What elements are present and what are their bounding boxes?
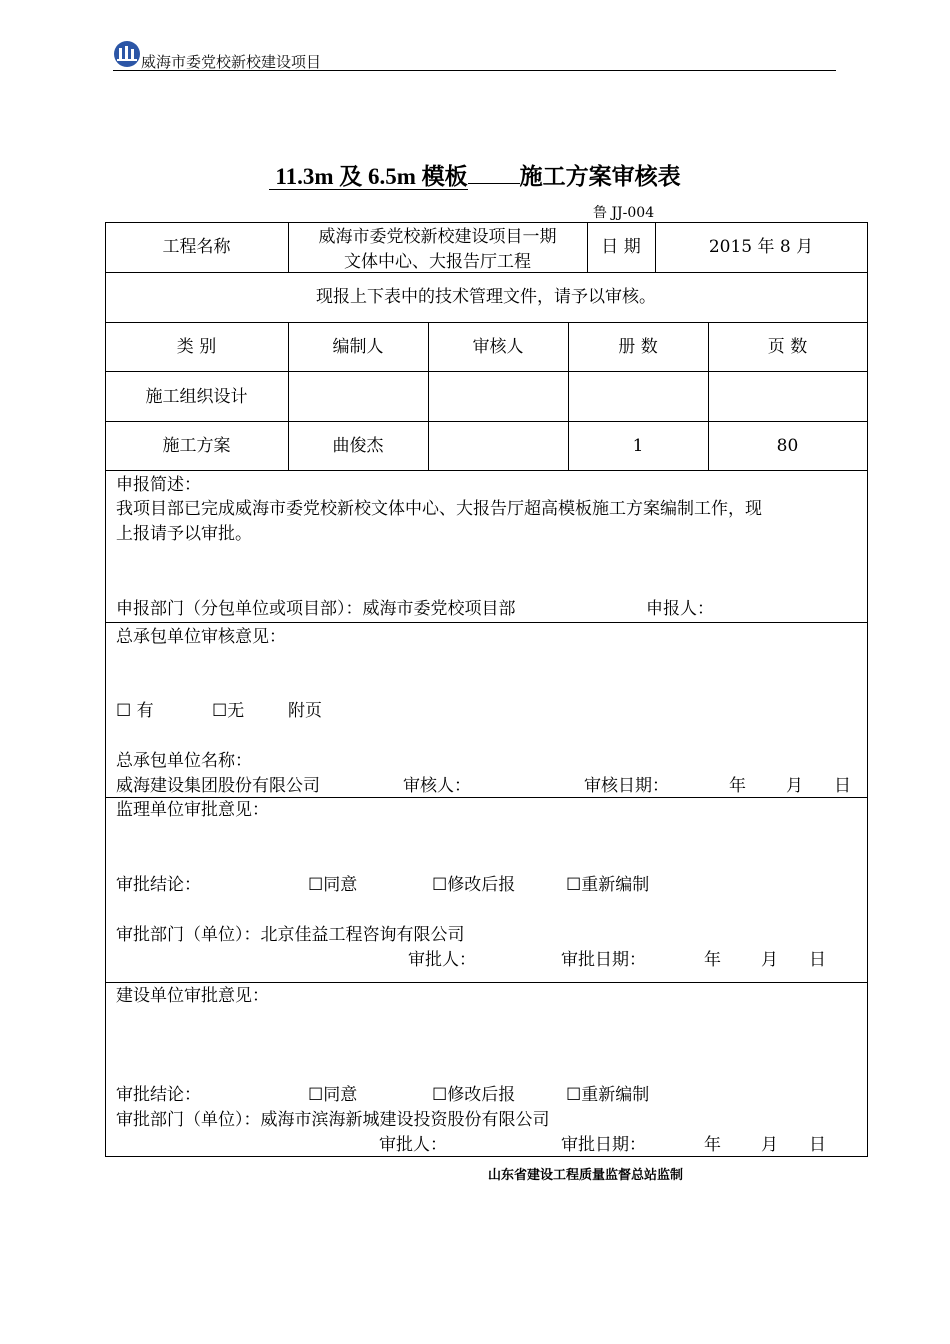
owner-year: 年	[704, 1135, 721, 1155]
contractor-option-no[interactable]: ☐无	[212, 701, 245, 721]
table-cell-category: 施工方案	[162, 436, 231, 456]
contractor-label: 总承包单位审核意见：	[116, 627, 286, 647]
submission-dept: 申报部门（分包单位或项目部）：威海市委党校项目部	[116, 599, 516, 619]
title-part2: 施工方案审核表	[519, 164, 681, 190]
owner-day: 日	[809, 1135, 826, 1155]
table-cell-category: 施工组织设计	[145, 387, 248, 407]
contractor-name: 威海建设集团股份有限公司	[116, 776, 320, 796]
form-code: 鲁 JJ-004	[593, 205, 655, 221]
col-header-author: 编制人	[332, 337, 384, 357]
project-logo	[113, 40, 141, 68]
submission-text-line2: 上报请予以审批。	[116, 524, 252, 544]
col-header-reviewer: 审核人	[472, 337, 524, 357]
supervisor-conclusion: 审批结论：	[116, 875, 201, 895]
title-part1: 11.3m 及 6.5m 模板	[269, 164, 467, 190]
contractor-option-yes[interactable]: ☐ 有	[116, 701, 154, 721]
owner-conclusion: 审批结论：	[116, 1085, 201, 1105]
project-name-line1: 威海市委党校新校建设项目一期	[318, 227, 557, 247]
owner-option-redo[interactable]: ☐重新编制	[566, 1085, 650, 1105]
col-header-pages: 页 数	[767, 337, 808, 357]
owner-approver: 审批人：	[379, 1135, 447, 1155]
table-cell-volumes: 1	[632, 436, 644, 456]
table-cell-author: 曲俊杰	[332, 436, 384, 456]
submission-text-line1: 我项目部已完成威海市委党校新校文体中心、大报告厅超高模板施工方案编制工作，现	[116, 499, 762, 519]
footer-issuer: 山东省建设工程质量监督总站监制	[488, 1168, 684, 1183]
owner-option-revise[interactable]: ☐修改后报	[432, 1085, 516, 1105]
intro-text: 现报上下表中的技术管理文件，请予以审核。	[316, 287, 656, 307]
owner-dept: 审批部门（单位）：威海市滨海新城建设投资股份有限公司	[116, 1110, 550, 1130]
supervisor-dept: 审批部门（单位）：北京佳益工程咨询有限公司	[116, 925, 465, 945]
contractor-attachment: 附页	[288, 701, 322, 721]
owner-approve-date: 审批日期：	[561, 1135, 646, 1155]
contractor-review-date: 审核日期：	[584, 776, 669, 796]
supervisor-year: 年	[704, 950, 721, 970]
date-value: 2015 年 8 月	[708, 237, 814, 257]
contractor-name-label: 总承包单位名称：	[116, 751, 252, 771]
project-name-label: 工程名称	[162, 237, 231, 257]
contractor-year: 年	[729, 776, 746, 796]
supervisor-day: 日	[809, 950, 826, 970]
project-name-line2: 文体中心、大报告厅工程	[344, 252, 531, 272]
supervisor-label: 监理单位审批意见：	[116, 800, 269, 820]
contractor-reviewer: 审核人：	[403, 776, 471, 796]
date-label: 日 期	[601, 237, 641, 257]
supervisor-approver: 审批人：	[408, 950, 476, 970]
supervisor-option-redo[interactable]: ☐重新编制	[566, 875, 650, 895]
supervisor-month: 月	[761, 950, 778, 970]
owner-label: 建设单位审批意见：	[116, 986, 269, 1006]
col-header-volumes: 册 数	[618, 337, 658, 357]
table-cell-pages: 80	[776, 436, 799, 456]
owner-month: 月	[761, 1135, 778, 1155]
submission-applicant: 申报人：	[646, 599, 714, 619]
supervisor-approve-date: 审批日期：	[561, 950, 646, 970]
col-header-category: 类 别	[176, 337, 217, 357]
owner-option-agree[interactable]: ☐同意	[308, 1085, 358, 1105]
contractor-day: 日	[834, 776, 851, 796]
submission-label: 申报简述：	[116, 475, 201, 495]
header-project-name: 威海市委党校新校建设项目	[141, 53, 322, 71]
supervisor-option-revise[interactable]: ☐修改后报	[432, 875, 516, 895]
contractor-month: 月	[786, 776, 803, 796]
form-title	[0, 158, 950, 191]
supervisor-option-agree[interactable]: ☐同意	[308, 875, 358, 895]
page-header	[113, 40, 836, 71]
